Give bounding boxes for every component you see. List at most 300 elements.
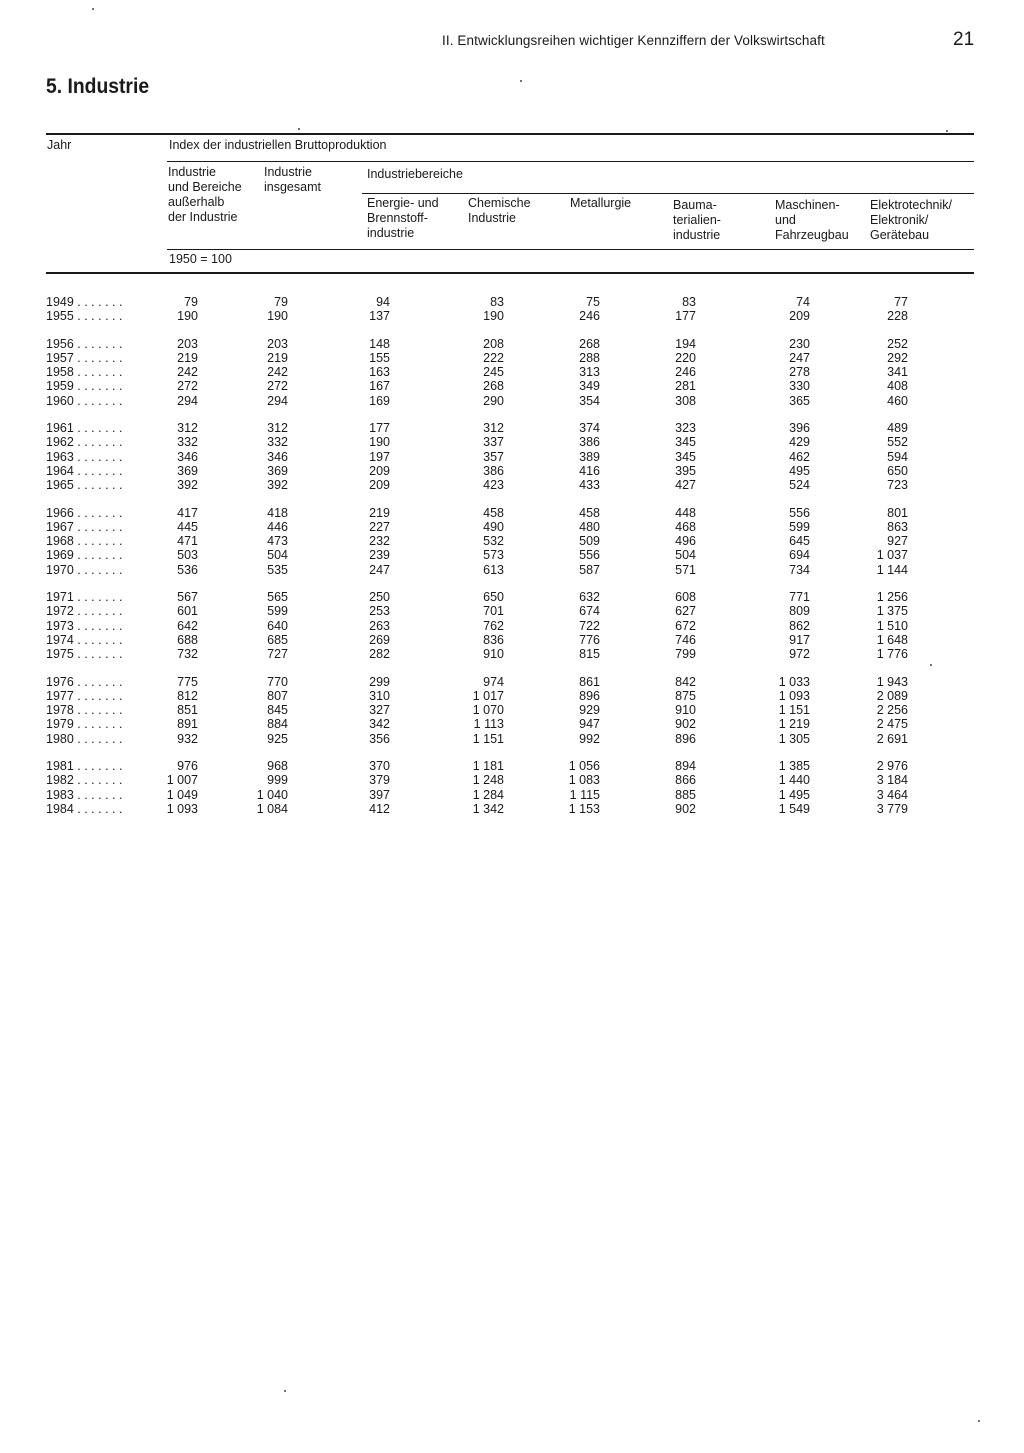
value-cell: 446 bbox=[267, 519, 288, 534]
value-cell: 809 bbox=[789, 604, 810, 619]
index-rule bbox=[167, 161, 974, 162]
value-cell: 386 bbox=[579, 435, 600, 450]
value-cell: 332 bbox=[177, 435, 198, 450]
value-cell: 1 144 bbox=[876, 562, 908, 577]
value-cell: 448 bbox=[675, 505, 696, 520]
value-cell: 190 bbox=[267, 309, 288, 324]
value-cell: 842 bbox=[675, 674, 696, 689]
value-cell: 163 bbox=[369, 365, 390, 380]
value-cell: 1 181 bbox=[472, 759, 504, 774]
value-cell: 567 bbox=[177, 590, 198, 605]
value-cell: 891 bbox=[177, 717, 198, 732]
header-index-title: Index der industriellen Bruttoproduktion bbox=[169, 138, 387, 152]
value-cell: 1 040 bbox=[256, 787, 288, 802]
value-cell: 1 648 bbox=[876, 632, 908, 647]
value-cell: 1 248 bbox=[472, 773, 504, 788]
value-cell: 369 bbox=[177, 463, 198, 478]
value-cell: 282 bbox=[369, 647, 390, 662]
value-cell: 263 bbox=[369, 618, 390, 633]
table-row bbox=[46, 394, 926, 408]
year-cell: 1956 . . . . . . . bbox=[46, 336, 123, 351]
value-cell: 1 549 bbox=[778, 801, 810, 816]
value-cell: 155 bbox=[369, 350, 390, 365]
header-energie: Energie- und Brennstoff- industrie bbox=[367, 196, 439, 240]
year-cell: 1980 . . . . . . . bbox=[46, 731, 123, 746]
year-cell: 1949 . . . . . . . bbox=[46, 295, 123, 309]
value-cell: 460 bbox=[887, 393, 908, 408]
value-cell: 412 bbox=[369, 801, 390, 816]
scan-speck bbox=[298, 128, 300, 130]
row-group bbox=[46, 337, 926, 408]
value-cell: 599 bbox=[789, 519, 810, 534]
value-cell: 209 bbox=[789, 309, 810, 324]
value-cell: 1 342 bbox=[472, 801, 504, 816]
value-cell: 746 bbox=[675, 632, 696, 647]
value-cell: 268 bbox=[579, 336, 600, 351]
value-cell: 177 bbox=[675, 309, 696, 324]
value-cell: 565 bbox=[267, 590, 288, 605]
value-cell: 701 bbox=[483, 604, 504, 619]
year-cell: 1959 . . . . . . . bbox=[46, 379, 123, 394]
value-cell: 169 bbox=[369, 393, 390, 408]
header-industriebereiche: Industriebereiche bbox=[367, 167, 463, 181]
value-cell: 190 bbox=[369, 435, 390, 450]
year-cell: 1957 . . . . . . . bbox=[46, 350, 123, 365]
value-cell: 910 bbox=[675, 703, 696, 718]
value-cell: 219 bbox=[267, 350, 288, 365]
value-cell: 1 007 bbox=[166, 773, 198, 788]
value-cell: 836 bbox=[483, 632, 504, 647]
value-cell: 471 bbox=[177, 534, 198, 549]
value-cell: 3 464 bbox=[876, 787, 908, 802]
value-cell: 209 bbox=[369, 478, 390, 493]
year-cell: 1961 . . . . . . . bbox=[46, 421, 123, 436]
value-cell: 862 bbox=[789, 618, 810, 633]
year-cell: 1962 . . . . . . . bbox=[46, 435, 123, 450]
value-cell: 1 093 bbox=[166, 801, 198, 816]
value-cell: 269 bbox=[369, 632, 390, 647]
table-row bbox=[46, 619, 926, 633]
value-cell: 392 bbox=[267, 478, 288, 493]
table-row bbox=[46, 365, 926, 379]
year-cell: 1967 . . . . . . . bbox=[46, 519, 123, 534]
value-cell: 1 033 bbox=[778, 674, 810, 689]
value-cell: 762 bbox=[483, 618, 504, 633]
value-cell: 674 bbox=[579, 604, 600, 619]
value-cell: 613 bbox=[483, 562, 504, 577]
value-cell: 2 691 bbox=[876, 731, 908, 746]
year-cell: 1983 . . . . . . . bbox=[46, 787, 123, 802]
value-cell: 801 bbox=[887, 505, 908, 520]
scan-speck bbox=[520, 80, 522, 82]
value-cell: 250 bbox=[369, 590, 390, 605]
value-cell: 83 bbox=[490, 295, 504, 309]
header-jahr: Jahr bbox=[47, 138, 72, 152]
year-cell: 1972 . . . . . . . bbox=[46, 604, 123, 619]
value-cell: 148 bbox=[369, 336, 390, 351]
table-row bbox=[46, 464, 926, 478]
year-cell: 1976 . . . . . . . bbox=[46, 674, 123, 689]
value-cell: 357 bbox=[483, 449, 504, 464]
value-cell: 232 bbox=[369, 534, 390, 549]
value-cell: 370 bbox=[369, 759, 390, 774]
value-cell: 294 bbox=[267, 393, 288, 408]
value-cell: 312 bbox=[267, 421, 288, 436]
value-cell: 608 bbox=[675, 590, 696, 605]
year-cell: 1975 . . . . . . . bbox=[46, 647, 123, 662]
table-row bbox=[46, 759, 926, 773]
value-cell: 1 153 bbox=[568, 801, 600, 816]
year-cell: 1974 . . . . . . . bbox=[46, 632, 123, 647]
table-row bbox=[46, 295, 926, 309]
value-cell: 416 bbox=[579, 463, 600, 478]
value-cell: 1 510 bbox=[876, 618, 908, 633]
value-cell: 1 056 bbox=[568, 759, 600, 774]
value-cell: 294 bbox=[177, 393, 198, 408]
value-cell: 3 184 bbox=[876, 773, 908, 788]
value-cell: 495 bbox=[789, 463, 810, 478]
value-cell: 601 bbox=[177, 604, 198, 619]
value-cell: 640 bbox=[267, 618, 288, 633]
value-cell: 573 bbox=[483, 548, 504, 563]
value-cell: 1 305 bbox=[778, 731, 810, 746]
value-cell: 556 bbox=[579, 548, 600, 563]
value-cell: 632 bbox=[579, 590, 600, 605]
value-cell: 349 bbox=[579, 379, 600, 394]
value-cell: 489 bbox=[887, 421, 908, 436]
value-cell: 369 bbox=[267, 463, 288, 478]
value-cell: 1 083 bbox=[568, 773, 600, 788]
table-row bbox=[46, 435, 926, 449]
year-cell: 1964 . . . . . . . bbox=[46, 463, 123, 478]
value-cell: 345 bbox=[675, 449, 696, 464]
scan-speck bbox=[946, 130, 948, 132]
year-cell: 1978 . . . . . . . bbox=[46, 703, 123, 718]
value-cell: 815 bbox=[579, 647, 600, 662]
value-cell: 299 bbox=[369, 674, 390, 689]
year-cell: 1968 . . . . . . . bbox=[46, 534, 123, 549]
scan-speck bbox=[930, 664, 932, 666]
value-cell: 1 385 bbox=[778, 759, 810, 774]
value-cell: 313 bbox=[579, 365, 600, 380]
value-cell: 268 bbox=[483, 379, 504, 394]
value-cell: 417 bbox=[177, 505, 198, 520]
table-row bbox=[46, 351, 926, 365]
value-cell: 1 115 bbox=[569, 787, 600, 802]
table-row bbox=[46, 802, 926, 816]
scan-speck bbox=[978, 1420, 980, 1422]
value-cell: 771 bbox=[789, 590, 810, 605]
value-cell: 203 bbox=[177, 336, 198, 351]
year-cell: 1963 . . . . . . . bbox=[46, 449, 123, 464]
year-cell: 1979 . . . . . . . bbox=[46, 717, 123, 732]
value-cell: 288 bbox=[579, 350, 600, 365]
table-row bbox=[46, 506, 926, 520]
year-cell: 1965 . . . . . . . bbox=[46, 478, 123, 493]
value-cell: 812 bbox=[177, 688, 198, 703]
value-cell: 379 bbox=[369, 773, 390, 788]
value-cell: 246 bbox=[675, 365, 696, 380]
value-cell: 345 bbox=[675, 435, 696, 450]
value-cell: 642 bbox=[177, 618, 198, 633]
year-cell: 1977 . . . . . . . bbox=[46, 688, 123, 703]
value-cell: 281 bbox=[675, 379, 696, 394]
value-cell: 342 bbox=[369, 717, 390, 732]
table-row bbox=[46, 563, 926, 577]
value-cell: 1 943 bbox=[876, 674, 908, 689]
year-cell: 1960 . . . . . . . bbox=[46, 393, 123, 408]
header-chemische: Chemische Industrie bbox=[468, 196, 531, 225]
table-row bbox=[46, 534, 926, 548]
value-cell: 734 bbox=[789, 562, 810, 577]
header-baumaterial: Bauma- terialien- industrie bbox=[673, 198, 721, 242]
value-cell: 392 bbox=[177, 478, 198, 493]
value-cell: 227 bbox=[369, 519, 390, 534]
value-cell: 968 bbox=[267, 759, 288, 774]
value-cell: 1 219 bbox=[778, 717, 810, 732]
value-cell: 532 bbox=[483, 534, 504, 549]
value-cell: 1 256 bbox=[876, 590, 908, 605]
value-cell: 503 bbox=[177, 548, 198, 563]
value-cell: 992 bbox=[579, 731, 600, 746]
value-cell: 323 bbox=[675, 421, 696, 436]
value-cell: 418 bbox=[267, 505, 288, 520]
value-cell: 79 bbox=[274, 295, 288, 309]
value-cell: 1 284 bbox=[472, 787, 504, 802]
value-cell: 885 bbox=[675, 787, 696, 802]
year-cell: 1970 . . . . . . . bbox=[46, 562, 123, 577]
value-cell: 776 bbox=[579, 632, 600, 647]
value-cell: 902 bbox=[675, 801, 696, 816]
value-cell: 1 375 bbox=[876, 604, 908, 619]
value-cell: 79 bbox=[184, 295, 198, 309]
table-row bbox=[46, 421, 926, 435]
value-cell: 925 bbox=[267, 731, 288, 746]
value-cell: 556 bbox=[789, 505, 810, 520]
year-cell: 1981 . . . . . . . bbox=[46, 759, 123, 774]
value-cell: 896 bbox=[675, 731, 696, 746]
value-cell: 571 bbox=[675, 562, 696, 577]
value-cell: 396 bbox=[789, 421, 810, 436]
value-cell: 94 bbox=[376, 295, 390, 309]
value-cell: 356 bbox=[369, 731, 390, 746]
value-cell: 3 779 bbox=[876, 801, 908, 816]
value-cell: 807 bbox=[267, 688, 288, 703]
value-cell: 910 bbox=[483, 647, 504, 662]
value-cell: 327 bbox=[369, 703, 390, 718]
header-base: 1950 = 100 bbox=[169, 252, 232, 266]
value-cell: 685 bbox=[267, 632, 288, 647]
value-cell: 650 bbox=[483, 590, 504, 605]
value-cell: 504 bbox=[675, 548, 696, 563]
value-cell: 1 495 bbox=[778, 787, 810, 802]
value-cell: 694 bbox=[789, 548, 810, 563]
value-cell: 1 776 bbox=[876, 647, 908, 662]
value-cell: 312 bbox=[483, 421, 504, 436]
value-cell: 775 bbox=[177, 674, 198, 689]
value-cell: 845 bbox=[267, 703, 288, 718]
value-cell: 197 bbox=[369, 449, 390, 464]
value-cell: 290 bbox=[483, 393, 504, 408]
table-row bbox=[46, 788, 926, 802]
value-cell: 190 bbox=[483, 309, 504, 324]
value-cell: 594 bbox=[887, 449, 908, 464]
table-row bbox=[46, 689, 926, 703]
value-cell: 253 bbox=[369, 604, 390, 619]
value-cell: 688 bbox=[177, 632, 198, 647]
value-cell: 732 bbox=[177, 647, 198, 662]
header-industrie-bereiche: Industrie und Bereiche außerhalb der Industrie bbox=[168, 165, 242, 224]
header-rule bbox=[167, 249, 974, 250]
page-number: 21 bbox=[953, 29, 975, 50]
value-cell: 645 bbox=[789, 534, 810, 549]
value-cell: 247 bbox=[789, 350, 810, 365]
value-cell: 278 bbox=[789, 365, 810, 380]
value-cell: 875 bbox=[675, 688, 696, 703]
table-row bbox=[46, 548, 926, 562]
section-title: 5. Industrie bbox=[46, 75, 150, 98]
value-cell: 536 bbox=[177, 562, 198, 577]
value-cell: 974 bbox=[483, 674, 504, 689]
value-cell: 2 976 bbox=[876, 759, 908, 774]
table-row bbox=[46, 450, 926, 464]
value-cell: 209 bbox=[369, 463, 390, 478]
industriebereiche-rule bbox=[362, 193, 974, 194]
year-cell: 1955 . . . . . . . bbox=[46, 309, 123, 324]
value-cell: 2 089 bbox=[876, 688, 908, 703]
year-cell: 1984 . . . . . . . bbox=[46, 801, 123, 816]
value-cell: 1 017 bbox=[472, 688, 504, 703]
value-cell: 433 bbox=[579, 478, 600, 493]
value-cell: 1 440 bbox=[778, 773, 810, 788]
value-cell: 408 bbox=[887, 379, 908, 394]
running-header: II. Entwicklungsreihen wichtiger Kennziffern der Volkswirtschaft bbox=[442, 33, 825, 48]
value-cell: 972 bbox=[789, 647, 810, 662]
row-group bbox=[46, 421, 926, 492]
base-rule bbox=[46, 272, 974, 274]
value-cell: 246 bbox=[579, 309, 600, 324]
value-cell: 468 bbox=[675, 519, 696, 534]
value-cell: 627 bbox=[675, 604, 696, 619]
value-cell: 219 bbox=[369, 505, 390, 520]
year-cell: 1958 . . . . . . . bbox=[46, 365, 123, 380]
value-cell: 535 bbox=[267, 562, 288, 577]
value-cell: 341 bbox=[887, 365, 908, 380]
value-cell: 929 bbox=[579, 703, 600, 718]
value-cell: 672 bbox=[675, 618, 696, 633]
table-row bbox=[46, 590, 926, 604]
value-cell: 863 bbox=[887, 519, 908, 534]
value-cell: 374 bbox=[579, 421, 600, 436]
value-cell: 177 bbox=[369, 421, 390, 436]
value-cell: 312 bbox=[177, 421, 198, 436]
value-cell: 389 bbox=[579, 449, 600, 464]
header-maschinen: Maschinen- und Fahrzeugbau bbox=[775, 198, 849, 242]
value-cell: 473 bbox=[267, 534, 288, 549]
value-cell: 917 bbox=[789, 632, 810, 647]
value-cell: 219 bbox=[177, 350, 198, 365]
value-cell: 884 bbox=[267, 717, 288, 732]
value-cell: 861 bbox=[579, 674, 600, 689]
value-cell: 458 bbox=[483, 505, 504, 520]
value-cell: 74 bbox=[796, 295, 810, 309]
value-cell: 445 bbox=[177, 519, 198, 534]
header-metallurgie: Metallurgie bbox=[570, 196, 632, 210]
value-cell: 462 bbox=[789, 449, 810, 464]
value-cell: 220 bbox=[675, 350, 696, 365]
table-row bbox=[46, 717, 926, 731]
value-cell: 480 bbox=[579, 519, 600, 534]
value-cell: 1 113 bbox=[473, 717, 504, 732]
value-cell: 228 bbox=[887, 309, 908, 324]
header-elektro: Elektrotechnik/ Elektronik/ Gerätebau bbox=[870, 198, 952, 242]
value-cell: 1 070 bbox=[472, 703, 504, 718]
value-cell: 1 151 bbox=[472, 731, 504, 746]
table-row bbox=[46, 604, 926, 618]
value-cell: 310 bbox=[369, 688, 390, 703]
value-cell: 386 bbox=[483, 463, 504, 478]
value-cell: 272 bbox=[267, 379, 288, 394]
value-cell: 1 049 bbox=[166, 787, 198, 802]
value-cell: 208 bbox=[483, 336, 504, 351]
table-body bbox=[46, 295, 926, 829]
row-group bbox=[46, 675, 926, 746]
value-cell: 490 bbox=[483, 519, 504, 534]
year-cell: 1982 . . . . . . . bbox=[46, 773, 123, 788]
value-cell: 509 bbox=[579, 534, 600, 549]
value-cell: 458 bbox=[579, 505, 600, 520]
value-cell: 83 bbox=[682, 295, 696, 309]
value-cell: 799 bbox=[675, 647, 696, 662]
header-industrie-insgesamt: Industrie insgesamt bbox=[264, 165, 321, 194]
value-cell: 272 bbox=[177, 379, 198, 394]
table-row bbox=[46, 647, 926, 661]
value-cell: 650 bbox=[887, 463, 908, 478]
value-cell: 242 bbox=[267, 365, 288, 380]
value-cell: 395 bbox=[675, 463, 696, 478]
value-cell: 2 256 bbox=[876, 703, 908, 718]
table-row bbox=[46, 732, 926, 746]
value-cell: 947 bbox=[579, 717, 600, 732]
value-cell: 239 bbox=[369, 548, 390, 563]
table-row bbox=[46, 703, 926, 717]
value-cell: 1 037 bbox=[876, 548, 908, 563]
value-cell: 292 bbox=[887, 350, 908, 365]
scan-speck bbox=[92, 8, 94, 10]
value-cell: 397 bbox=[369, 787, 390, 802]
table-row bbox=[46, 478, 926, 492]
value-cell: 1 084 bbox=[256, 801, 288, 816]
value-cell: 245 bbox=[483, 365, 504, 380]
value-cell: 552 bbox=[887, 435, 908, 450]
table-row bbox=[46, 633, 926, 647]
value-cell: 222 bbox=[483, 350, 504, 365]
value-cell: 896 bbox=[579, 688, 600, 703]
value-cell: 354 bbox=[579, 393, 600, 408]
value-cell: 727 bbox=[267, 647, 288, 662]
table-row bbox=[46, 379, 926, 393]
value-cell: 587 bbox=[579, 562, 600, 577]
value-cell: 1 151 bbox=[778, 703, 810, 718]
table-row bbox=[46, 337, 926, 351]
value-cell: 770 bbox=[267, 674, 288, 689]
row-group bbox=[46, 759, 926, 816]
value-cell: 902 bbox=[675, 717, 696, 732]
value-cell: 194 bbox=[675, 336, 696, 351]
value-cell: 346 bbox=[267, 449, 288, 464]
value-cell: 423 bbox=[483, 478, 504, 493]
value-cell: 932 bbox=[177, 731, 198, 746]
